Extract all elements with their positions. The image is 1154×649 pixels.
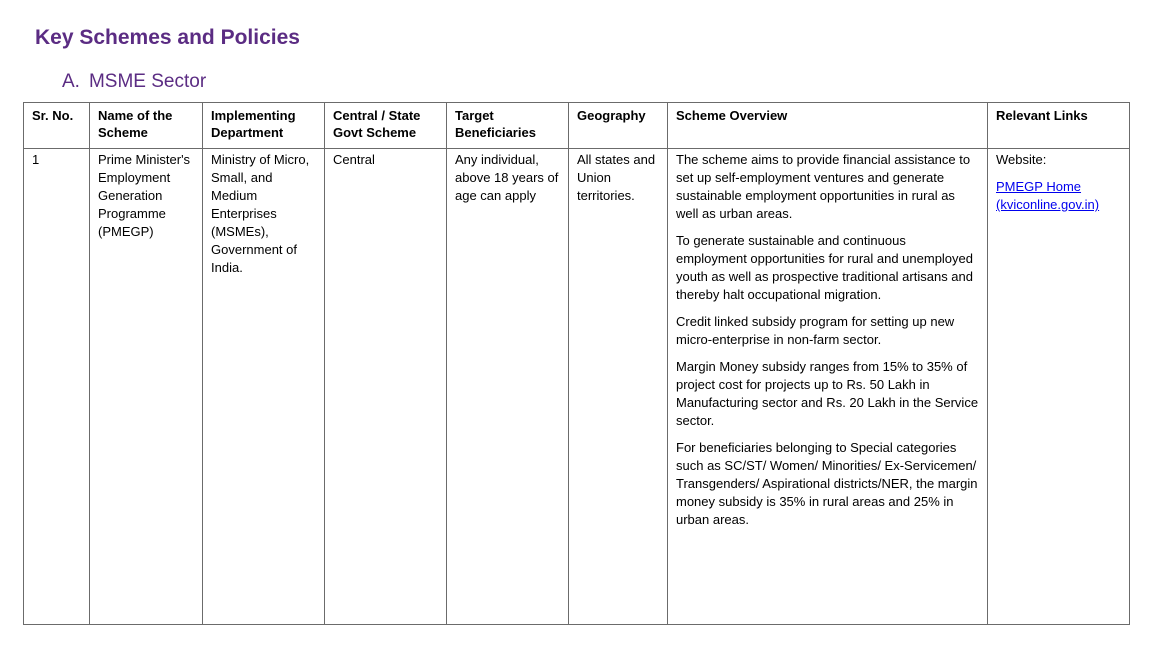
cell-scheme-type: Central [325, 149, 447, 625]
pmegp-home-link[interactable]: PMEGP Home (kviconline.gov.in) [996, 179, 1100, 212]
cell-scheme-name: Prime Minister's Employment Generation Programme (PMEGP) [90, 149, 203, 625]
table-row [24, 149, 1130, 625]
header-scheme-name: Name of the Scheme [90, 103, 203, 149]
header-sr-no: Sr. No. [24, 103, 90, 149]
cell-scheme-overview [668, 149, 988, 625]
overview-paragraph: For beneficiaries belonging to Special categories such as SC/ST/ Women/ Minorities/ Ex-Servicemen/ Transgenders/ Aspirational districts/NER, the margin money subsidy is 35% in rural areas and 25% in urban areas. [676, 440, 978, 527]
cell-sr-no: 1 [24, 149, 90, 625]
links-label: Website: [996, 152, 1047, 167]
overview-paragraph: Margin Money subsidy ranges from 15% to 35% of project cost for projects up to Rs. 50 Lakh in Manufacturing sector and Rs. 20 Lakh in the Service sector. [676, 359, 979, 428]
cell-geography: All states and Union territories. [569, 149, 668, 625]
header-scheme-overview: Scheme Overview [668, 103, 988, 149]
overview-paragraph: The scheme aims to provide financial assistance to set up self-employment ventures and generate sustainable employment opportunities in rural as well as urban areas. [676, 152, 971, 221]
header-relevant-links: Relevant Links [988, 103, 1130, 149]
overview-paragraph: Credit linked subsidy program for setting up new micro-enterprise in non-farm sector. [676, 314, 955, 347]
overview-paragraph: To generate sustainable and continuous employment opportunities for rural and unemployed youth as well as prospective traditional artisans and thereby halt occupational migration. [676, 233, 974, 302]
header-target-beneficiaries: Target Beneficiaries [447, 103, 569, 149]
section-heading [62, 71, 206, 93]
cell-relevant-links [988, 149, 1130, 625]
header-implementing-department: Implementing Department [203, 103, 325, 149]
cell-target-beneficiaries: Any individual, above 18 years of age can apply [447, 149, 569, 625]
schemes-table [23, 102, 1130, 625]
section-title: MSME Sector [88, 71, 207, 92]
cell-implementing-department: Ministry of Micro, Small, and Medium Enterprises (MSMEs), Government of India. [203, 149, 325, 625]
section-letter: A. [62, 71, 80, 92]
header-geography: Geography [569, 103, 668, 149]
header-scheme-type: Central / State Govt Scheme [325, 103, 447, 149]
page-title: Key Schemes and Policies [35, 26, 300, 49]
table-header-row [24, 103, 1130, 149]
